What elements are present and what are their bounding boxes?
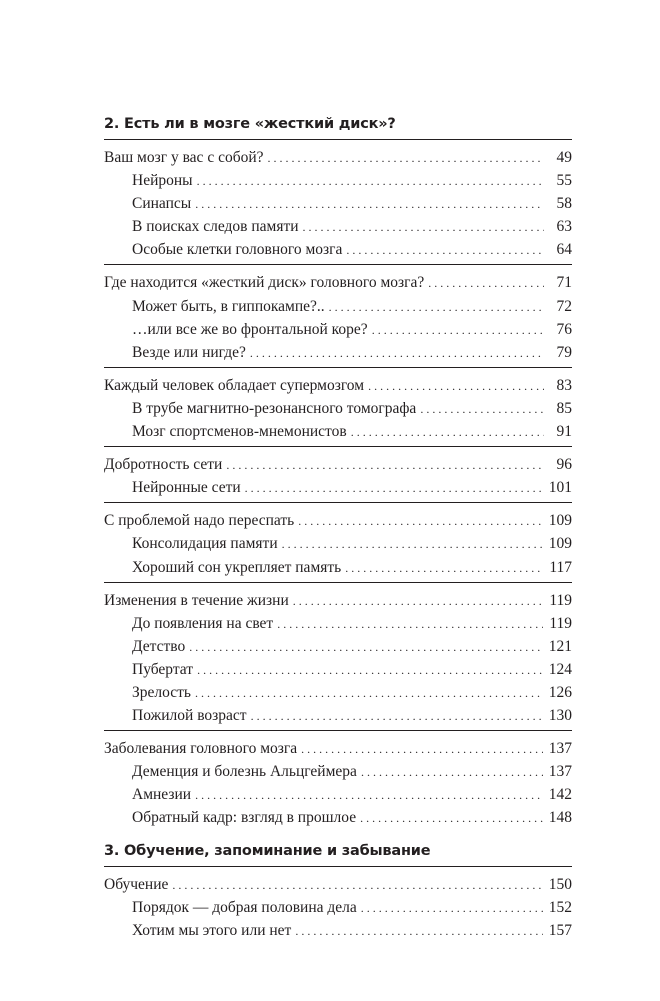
page-number: 148 <box>548 809 572 827</box>
page-number: 76 <box>556 320 572 338</box>
entry-title: Зрелость <box>132 683 191 701</box>
page-number: 85 <box>556 399 572 417</box>
entry-title: Ваш мозг у вас с собой? <box>104 149 264 166</box>
entry-title: В трубе магнитно-резонансного томографа <box>132 399 417 417</box>
toc-section <box>104 582 572 731</box>
toc-section <box>104 367 572 446</box>
dot-leader <box>360 807 543 830</box>
page-number: 71 <box>556 274 572 292</box>
page-number: 109 <box>548 512 572 530</box>
page-number: 63 <box>556 218 572 236</box>
dot-leader <box>298 510 543 533</box>
dot-leader <box>197 659 543 682</box>
toc-subentry[interactable] <box>104 476 572 499</box>
page-number: 58 <box>556 195 572 213</box>
page-number: 79 <box>556 343 572 361</box>
entry-title: Заболевания головного мозга <box>104 740 298 758</box>
entry-title: Мозг спортсменов-мнемонистов <box>132 423 347 441</box>
page-number: 119 <box>549 591 572 609</box>
toc-subentry[interactable] <box>104 919 572 942</box>
toc-subentry[interactable] <box>104 760 572 783</box>
dot-leader <box>250 342 544 365</box>
entry-title: Где находится «жесткий диск» головного мозга? <box>104 274 425 292</box>
table-of-contents <box>104 114 572 945</box>
toc-entry[interactable] <box>104 737 572 760</box>
page-number: 126 <box>548 683 572 701</box>
page-number: 130 <box>548 707 572 725</box>
entry-title: Пубертат <box>132 660 194 678</box>
dot-leader <box>345 557 543 580</box>
entry-title: Порядок — добрая половина дела <box>132 898 357 916</box>
entry-title: Деменция и болезнь Альцгеймера <box>132 763 357 781</box>
toc-subentry[interactable] <box>104 896 572 919</box>
toc-subentry[interactable] <box>104 704 572 727</box>
toc-entry[interactable] <box>104 873 572 896</box>
page-number: 83 <box>556 376 572 394</box>
page-number: 91 <box>556 423 572 441</box>
entry-title: Пожилой возраст <box>132 707 247 725</box>
entry-title: Нейроны <box>132 172 193 190</box>
dot-leader <box>197 170 544 193</box>
page-number: 121 <box>548 637 572 655</box>
entry-title: Каждый человек обладает супермозгом <box>104 376 365 394</box>
toc-section <box>104 264 572 366</box>
chapter-entries <box>104 867 572 945</box>
page-number: 119 <box>549 614 572 632</box>
page-number: 124 <box>548 660 572 678</box>
page-number: 152 <box>548 898 572 916</box>
entry-title: Обратный кадр: взгляд в прошлое <box>132 809 357 827</box>
dot-leader <box>245 477 543 500</box>
toc-subentry[interactable] <box>104 556 572 579</box>
toc-section <box>104 446 572 502</box>
dot-leader <box>372 319 544 342</box>
dot-leader <box>295 920 542 943</box>
dot-leader <box>368 375 544 398</box>
toc-subentry[interactable] <box>104 318 572 341</box>
page-number: 96 <box>556 456 572 474</box>
toc-subentry[interactable] <box>104 169 572 192</box>
toc-section <box>104 502 572 581</box>
toc-subentry[interactable] <box>104 295 572 318</box>
toc-subentry[interactable] <box>104 658 572 681</box>
toc-subentry[interactable] <box>104 238 572 261</box>
dot-leader <box>329 296 544 319</box>
toc-section <box>104 867 572 945</box>
page-number: 117 <box>549 558 572 576</box>
toc-subentry[interactable] <box>104 635 572 658</box>
entry-title: Особые клетки головного мозга <box>132 241 343 259</box>
page-number: 150 <box>548 875 572 893</box>
toc-entry[interactable] <box>104 509 572 532</box>
toc-entry[interactable] <box>104 271 572 294</box>
page-number: 137 <box>548 763 572 781</box>
toc-subentry[interactable] <box>104 192 572 215</box>
entry-title: Амнезии <box>132 786 192 804</box>
page-number: 101 <box>548 479 572 497</box>
toc-subentry[interactable] <box>104 783 572 806</box>
dot-leader <box>195 784 543 807</box>
page-number: 109 <box>548 535 572 553</box>
toc-entry[interactable] <box>104 374 572 397</box>
entry-title: Хотим мы этого или нет <box>132 921 292 939</box>
toc-entry[interactable] <box>104 146 572 169</box>
dot-leader <box>361 761 543 784</box>
dot-leader <box>351 421 544 444</box>
dot-leader <box>282 533 543 556</box>
page-number: 157 <box>548 921 572 939</box>
toc-subentry[interactable] <box>104 397 572 420</box>
entry-title: Обучение <box>104 875 169 893</box>
dot-leader <box>277 613 543 636</box>
page-number: 55 <box>556 172 572 190</box>
toc-subentry[interactable] <box>104 681 572 704</box>
entry-title: С проблемой надо переспать <box>104 512 295 530</box>
entry-title: Синапсы <box>132 195 192 213</box>
dot-leader <box>428 272 544 295</box>
page-number: 72 <box>556 297 572 315</box>
entry-title: Изменения в течение жизни <box>104 591 289 609</box>
toc-subentry[interactable] <box>104 532 572 555</box>
dot-leader <box>226 454 544 477</box>
dot-leader <box>361 897 543 920</box>
toc-section <box>104 730 572 832</box>
toc-section <box>104 140 572 264</box>
toc-subentry[interactable] <box>104 420 572 443</box>
chapter-entries <box>104 140 572 833</box>
dot-leader <box>172 874 542 897</box>
entry-title: …или все же во фронтальной коре? <box>132 320 368 338</box>
dot-leader <box>195 193 544 216</box>
page-number: 142 <box>548 786 572 804</box>
toc-entry[interactable] <box>104 589 572 612</box>
dot-leader <box>301 738 543 761</box>
dot-leader <box>268 147 544 170</box>
toc-subentry[interactable] <box>104 612 572 635</box>
entry-title: Везде или нигде? <box>132 343 246 361</box>
toc-subentry[interactable] <box>104 215 572 238</box>
dot-leader <box>251 705 543 728</box>
entry-title: До появления на свет <box>132 614 274 632</box>
dot-leader <box>293 590 544 613</box>
chapter-title: 3. Обучение, запоминание и забывание <box>104 842 431 859</box>
toc-entry[interactable] <box>104 453 572 476</box>
toc-subentry[interactable] <box>104 806 572 829</box>
chapter-title: 2. Есть ли в мозге «жесткий диск»? <box>104 116 396 132</box>
entry-title: Добротность сети <box>104 456 223 474</box>
page-number: 137 <box>548 740 572 758</box>
entry-title: Хороший сон укрепляет память <box>132 558 342 576</box>
page-number: 49 <box>556 149 572 166</box>
dot-leader <box>303 216 544 239</box>
entry-title: В поисках следов памяти <box>132 218 299 236</box>
dot-leader <box>189 636 543 659</box>
entry-title: Нейронные сети <box>132 479 241 497</box>
toc-subentry[interactable] <box>104 341 572 364</box>
entry-title: Консолидация памяти <box>132 535 278 553</box>
dot-leader <box>195 682 543 705</box>
dot-leader <box>346 239 544 262</box>
dot-leader <box>420 398 544 421</box>
page-number: 64 <box>556 241 572 259</box>
entry-title: Детство <box>132 637 186 655</box>
entry-title: Может быть, в гиппокампе?.. <box>132 297 325 315</box>
